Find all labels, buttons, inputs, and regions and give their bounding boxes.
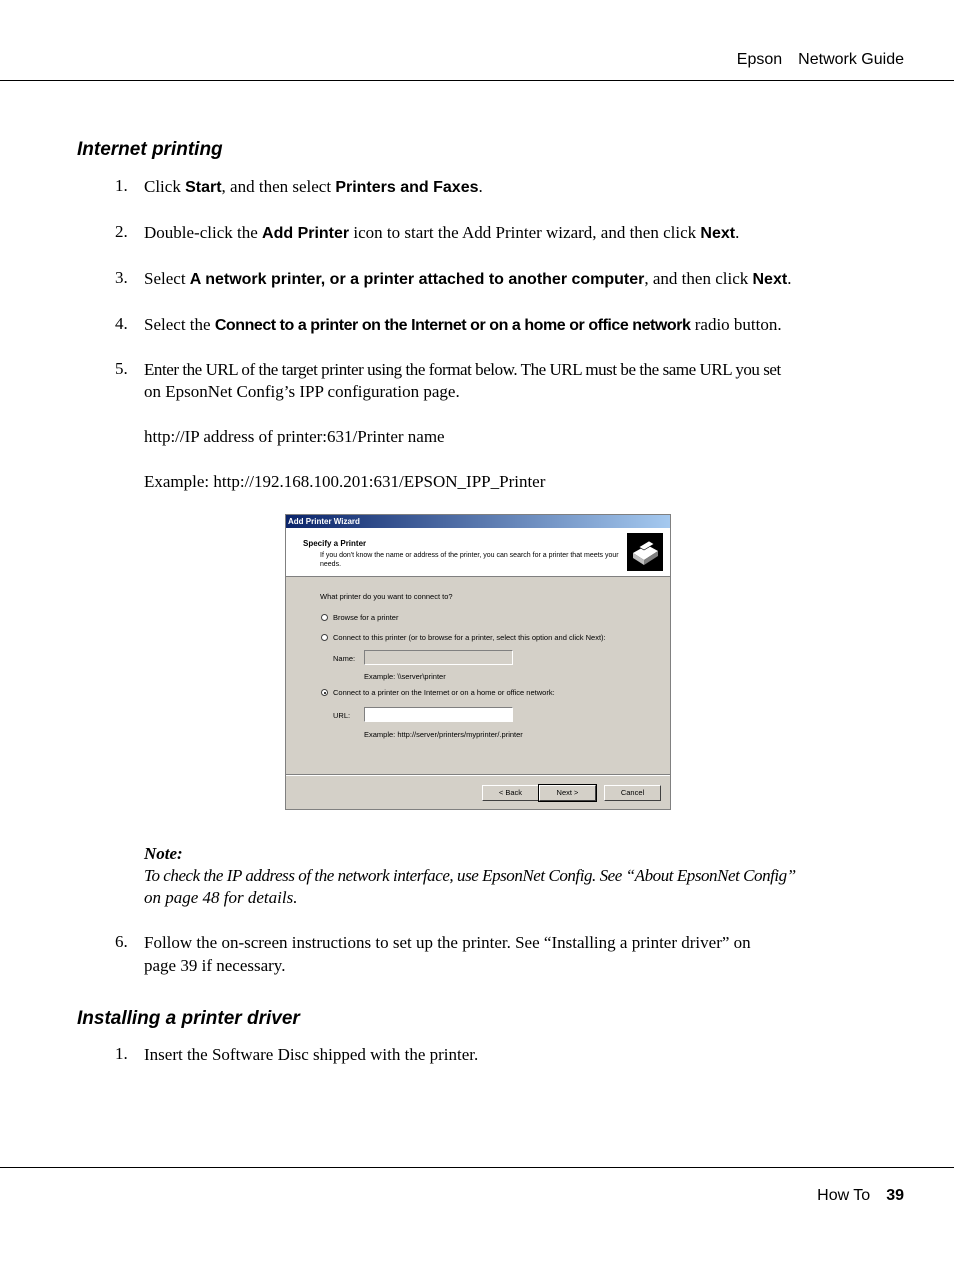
header-rule [0, 80, 954, 81]
step-text-line: page 39 if necessary. [144, 956, 286, 975]
running-footer [817, 1187, 904, 1205]
radio-browse-label[interactable]: Browse for a printer [333, 613, 399, 622]
url-label: URL: [333, 711, 351, 720]
step-text: Insert the Software Disc shipped with the printer. [144, 1045, 479, 1064]
dialog-separator [286, 774, 670, 776]
printer-question: What printer do you want to connect to? [320, 592, 453, 601]
radio-browse[interactable] [321, 614, 328, 621]
add-printer-wizard-dialog [285, 514, 671, 810]
header-guide-title: Network Guide [798, 51, 904, 68]
step-number: 3. [115, 268, 128, 287]
step-text-line: Enter the URL of the target printer using the format below. The URL must be the same URL you set [144, 360, 781, 379]
header-brand: Epson [736, 51, 783, 68]
running-header [737, 51, 904, 69]
back-button[interactable]: < Back [482, 785, 539, 801]
url-format: http://IP address of printer:631/Printer name [144, 427, 445, 446]
section-heading-internet-printing: Internet printing [77, 139, 223, 160]
url-example-hint: Example: http://server/printers/myprinter/.printer [364, 730, 523, 739]
radio-connect-to-printer[interactable] [321, 634, 328, 641]
printer-icon [627, 533, 663, 571]
name-example: Example: \\server\printer [364, 672, 446, 681]
step-number: 1. [115, 176, 128, 195]
step-text: Click Start, and then select Printers and Faxes. [144, 177, 483, 196]
name-label: Name: [333, 654, 356, 663]
radio-internet-printer[interactable] [321, 689, 328, 696]
step-number: 5. [115, 359, 128, 378]
step-number: 6. [115, 932, 128, 951]
footer-rule [0, 1167, 954, 1168]
step-number: 4. [115, 314, 128, 333]
step-text-line: on EpsonNet Config’s IPP configuration page. [144, 382, 460, 401]
section-heading-installing-driver: Installing a printer driver [77, 1008, 300, 1029]
dialog-title-bar: Add Printer Wizard [286, 515, 671, 528]
step-number: 1. [115, 1044, 128, 1063]
step-text: Double-click the Add Printer icon to start the Add Printer wizard, and then click Next. [144, 223, 740, 242]
cancel-button[interactable]: Cancel [604, 785, 661, 801]
next-button[interactable]: Next > [539, 785, 596, 801]
note-text-line: on page 48 for details. [144, 888, 298, 907]
url-field[interactable] [364, 707, 513, 722]
step-text: Select the Connect to a printer on the Internet or on a home or office network radio button. [144, 315, 782, 334]
radio-connect-to-printer-label[interactable]: Connect to this printer (or to browse for a printer, select this option and click Next): [333, 633, 606, 642]
dialog-header-panel [286, 528, 670, 577]
page-number: 39 [886, 1187, 904, 1204]
step-text: Select A network printer, or a printer attached to another computer, and then click Next. [144, 269, 792, 288]
url-example: Example: http://192.168.100.201:631/EPSON_IPP_Printer [144, 472, 546, 491]
step-text-line: Follow the on-screen instructions to set up the printer. See “Installing a printer driver” on [144, 933, 751, 952]
footer-section: How To [817, 1187, 871, 1204]
step-number: 2. [115, 222, 128, 241]
name-field[interactable] [364, 650, 513, 665]
radio-internet-printer-label[interactable]: Connect to a printer on the Internet or on a home or office network: [333, 688, 555, 697]
note-title: Note: [144, 844, 183, 863]
note-text-line: To check the IP address of the network interface, use EpsonNet Config. See “About EpsonNet Config” [144, 866, 796, 885]
dialog-subtext: If you don't know the name or address of the printer, you can search for a printer that meets your needs. [320, 552, 619, 568]
dialog-heading: Specify a Printer [303, 539, 367, 548]
